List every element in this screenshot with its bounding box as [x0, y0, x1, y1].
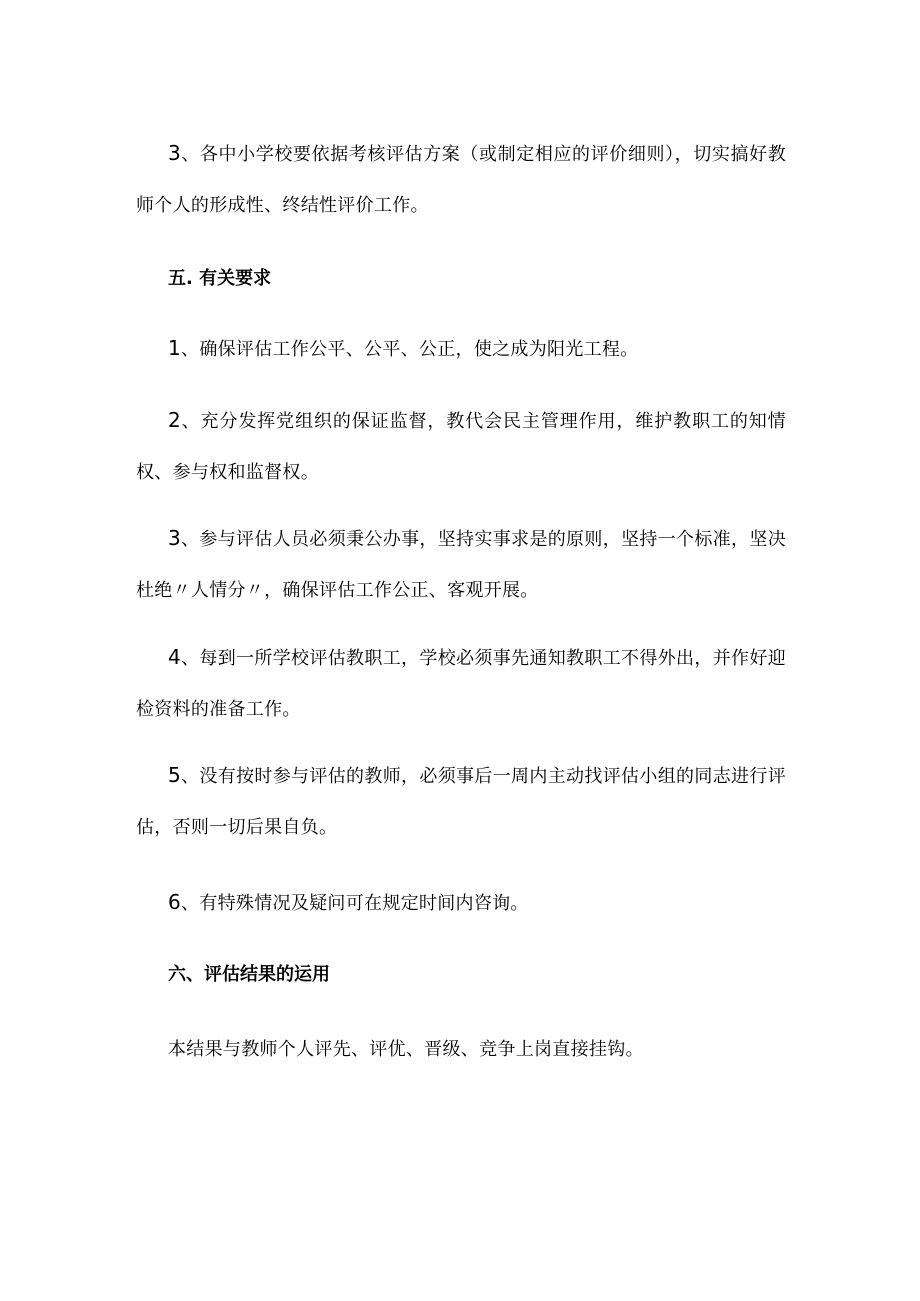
paragraph-text: 、各中小学校要依据考核评估方案（或制定相应的评价细则），切实搞好教师个人的形成性、终结性评价工作。 [136, 144, 786, 216]
item-number: 2 [168, 408, 182, 432]
item-number: 4 [168, 645, 182, 669]
requirement-item-4 [136, 632, 786, 735]
item-number: 5 [168, 763, 182, 787]
paragraph-evaluation-work [136, 128, 786, 231]
requirement-item-1 [136, 323, 786, 375]
requirement-item-3 [136, 513, 786, 616]
paragraph-text: 、充分发挥党组织的保证监督，教代会民主管理作用，维护教职工的知情权、参与权和监督权。 [136, 411, 786, 483]
item-number: 3 [168, 526, 182, 550]
requirement-item-6 [136, 877, 786, 929]
item-number: 6 [168, 890, 182, 914]
section-heading-requirements: 五. 有关要求 [168, 268, 272, 289]
requirement-item-5 [136, 750, 786, 853]
paragraph-text: 、确保评估工作公平、公平、公正，使之成为阳光工程。 [181, 339, 639, 360]
paragraph-results-linkage: 本结果与教师个人评先、评优、晋级、竞争上岗直接挂钩。 [168, 1039, 644, 1060]
requirement-item-2 [136, 395, 786, 498]
section-heading-results-usage: 六、评估结果的运用 [168, 964, 330, 985]
paragraph-text: 、有特殊情况及疑问可在规定时间内咨询。 [181, 893, 529, 914]
item-number: 3 [168, 141, 182, 165]
paragraph-text: 、每到一所学校评估教职工，学校必须事先通知教职工不得外出，并作好迎检资料的准备工作。 [136, 648, 786, 720]
item-number: 1 [168, 336, 182, 360]
paragraph-text: 、参与评估人员必须秉公办事，坚持实事求是的原则，坚持一个标准，坚决杜绝〃人情分〃，确保评估工作公正、客观开展。 [136, 529, 786, 601]
paragraph-text: 、没有按时参与评估的教师，必须事后一周内主动找评估小组的同志进行评估，否则一切后果自负。 [136, 766, 786, 838]
